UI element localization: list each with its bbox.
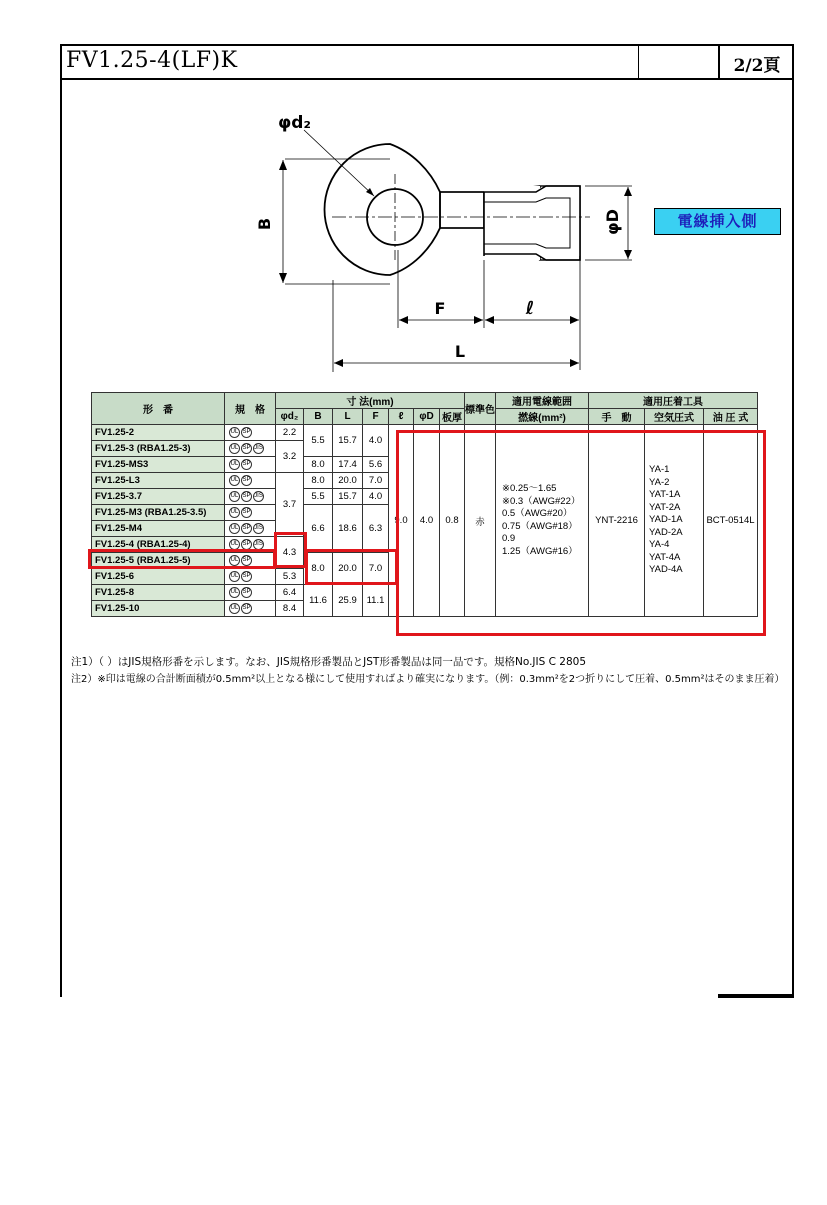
header-l: ℓ xyxy=(389,409,414,425)
tool-item: YAD-1A xyxy=(649,514,683,526)
label-B: B xyxy=(255,217,274,231)
title-divider xyxy=(638,46,639,78)
oil-tool-cell: BCT-0514L xyxy=(704,425,758,617)
header-tools: 適用圧着工具 xyxy=(589,393,758,409)
header-D: φD xyxy=(414,409,440,425)
d2-cell: 8.4 xyxy=(276,601,304,617)
standard-marks: UL SP JIS xyxy=(225,537,276,553)
standard-marks: UL SP JIS xyxy=(225,441,276,457)
model-cell: FV1.25-4 (RBA1.25-4) xyxy=(92,537,225,553)
wire-item: 0.9 xyxy=(502,533,516,544)
header-stranded: 撚線(mm²) xyxy=(496,409,589,425)
d2-cell: 3.7 xyxy=(276,473,304,537)
label-phi-D: φD xyxy=(603,209,622,235)
label-F: F xyxy=(434,299,446,318)
model-cell: FV1.25-2 xyxy=(92,425,225,441)
L-cell: 15.7 xyxy=(333,489,363,505)
B-cell: 8.0 xyxy=(304,457,333,473)
thickness-cell: 0.8 xyxy=(440,425,465,617)
d2-cell: 3.2 xyxy=(276,441,304,473)
tool-item: YA-2 xyxy=(649,476,670,488)
wire-item: 0.75（AWG#18） xyxy=(502,520,578,532)
title-bar xyxy=(62,46,792,80)
label-L: L xyxy=(454,342,466,361)
header-model: 形 番 xyxy=(92,393,225,425)
header-B: B xyxy=(304,409,333,425)
standard-marks: UL SP xyxy=(225,553,276,569)
B-cell: 8.0 xyxy=(304,553,333,585)
header-thickness: 板厚 xyxy=(440,409,465,425)
tool-item: YAD-2A xyxy=(649,526,683,538)
L-cell: 18.6 xyxy=(333,505,363,553)
tool-item: YA-1 xyxy=(649,464,670,476)
standard-marks: UL SP JIS xyxy=(225,489,276,505)
tool-item: YAT-4A xyxy=(649,551,681,563)
air-tool-cell xyxy=(645,425,704,617)
L-cell: 25.9 xyxy=(333,585,363,617)
B-cell: 8.0 xyxy=(304,473,333,489)
wire-range-cell xyxy=(496,425,589,617)
header-oil: 油 圧 式 xyxy=(704,409,758,425)
B-cell: 11.6 xyxy=(304,585,333,617)
tool-item: YAT-2A xyxy=(649,501,681,513)
model-cell: FV1.25-8 xyxy=(92,585,225,601)
standard-marks: UL SP xyxy=(225,569,276,585)
standard-marks: UL SP xyxy=(225,425,276,441)
label-phi-d2: φd₂ xyxy=(278,113,311,133)
terminal-drawing xyxy=(240,100,622,380)
document-title: FV1.25-4(LF)K xyxy=(66,48,238,73)
header-d2: φd₂ xyxy=(276,409,304,425)
manual-tool-cell: YNT-2216 xyxy=(589,425,645,617)
d2-cell: 2.2 xyxy=(276,425,304,441)
standard-marks: UL SP xyxy=(225,505,276,521)
L-cell: 17.4 xyxy=(333,457,363,473)
D-cell: 4.0 xyxy=(414,425,440,617)
B-cell: 5.5 xyxy=(304,489,333,505)
color-cell: 赤 xyxy=(465,425,496,617)
F-cell: 7.0 xyxy=(363,553,389,585)
title-divider xyxy=(718,46,720,78)
model-cell: FV1.25-L3 xyxy=(92,473,225,489)
model-cell: FV1.25-10 xyxy=(92,601,225,617)
F-cell: 4.0 xyxy=(363,425,389,457)
wire-item: ※0.3（AWG#22） xyxy=(502,495,581,507)
standard-marks: UL SP xyxy=(225,473,276,489)
header-air: 空気圧式 xyxy=(645,409,704,425)
wire-insertion-side-label: 電線挿入側 xyxy=(654,208,781,235)
B-cell: 5.5 xyxy=(304,425,333,457)
model-cell: FV1.25-M3 (RBA1.25-3.5) xyxy=(92,505,225,521)
B-cell: 6.6 xyxy=(304,505,333,553)
L-cell: 20.0 xyxy=(333,553,363,585)
L-cell: 20.0 xyxy=(333,473,363,489)
F-cell: 7.0 xyxy=(363,473,389,489)
F-cell: 4.0 xyxy=(363,489,389,505)
standard-marks: UL SP JIS xyxy=(225,521,276,537)
F-cell: 6.3 xyxy=(363,505,389,553)
bottom-bar xyxy=(718,994,794,998)
page-number: 2/2頁 xyxy=(733,56,781,76)
header-L: L xyxy=(333,409,363,425)
note-1: 注1）（ ）はJIS規格形番を示します。なお、JIS規格形番製品とJST形番製品は同一品です。規格No.JIS C 2805 xyxy=(71,656,586,668)
tool-item: YAD-4A xyxy=(649,564,683,576)
header-color: 標準色 xyxy=(465,393,496,425)
barrel-body xyxy=(440,192,484,228)
header-manual: 手 動 xyxy=(589,409,645,425)
model-cell: FV1.25-6 xyxy=(92,569,225,585)
model-cell: FV1.25-MS3 xyxy=(92,457,225,473)
model-cell: FV1.25-M4 xyxy=(92,521,225,537)
header-F: F xyxy=(363,409,389,425)
tool-item: YAT-1A xyxy=(649,489,681,501)
header-standard: 規 格 xyxy=(225,393,276,425)
header-dimensions: 寸 法(mm) xyxy=(276,393,465,409)
d2-cell: 6.4 xyxy=(276,585,304,601)
tool-item: YA-4 xyxy=(649,539,670,551)
d2-cell: 5.3 xyxy=(276,569,304,585)
note-2: 注2）※印は電線の合計断面積が0.5mm²以上となる様にして使用すればより確実になります。（例：0.3mm²を2つ折りにして圧着、0.5mm²はそのまま圧着） xyxy=(71,674,785,685)
model-cell: FV1.25-5 (RBA1.25-5) xyxy=(92,553,225,569)
header-wire-range: 適用電線範囲 xyxy=(496,393,589,409)
standard-marks: UL SP xyxy=(225,585,276,601)
F-cell: 11.1 xyxy=(363,585,389,617)
wire-item: 1.25（AWG#16） xyxy=(502,545,578,557)
d2-cell: 4.3 xyxy=(276,537,304,569)
standard-marks: UL SP xyxy=(225,457,276,473)
wire-item: 0.5（AWG#20） xyxy=(502,508,573,519)
wire-item: ※0.25～1.65 xyxy=(502,483,557,494)
L-cell: 15.7 xyxy=(333,425,363,457)
model-cell: FV1.25-3 (RBA1.25-3) xyxy=(92,441,225,457)
model-cell: FV1.25-3.7 xyxy=(92,489,225,505)
F-cell: 5.6 xyxy=(363,457,389,473)
standard-marks: UL SP xyxy=(225,601,276,617)
l-cell: 9.0 xyxy=(389,425,414,617)
label-l: ℓ xyxy=(525,298,535,319)
spec-table xyxy=(91,392,758,617)
